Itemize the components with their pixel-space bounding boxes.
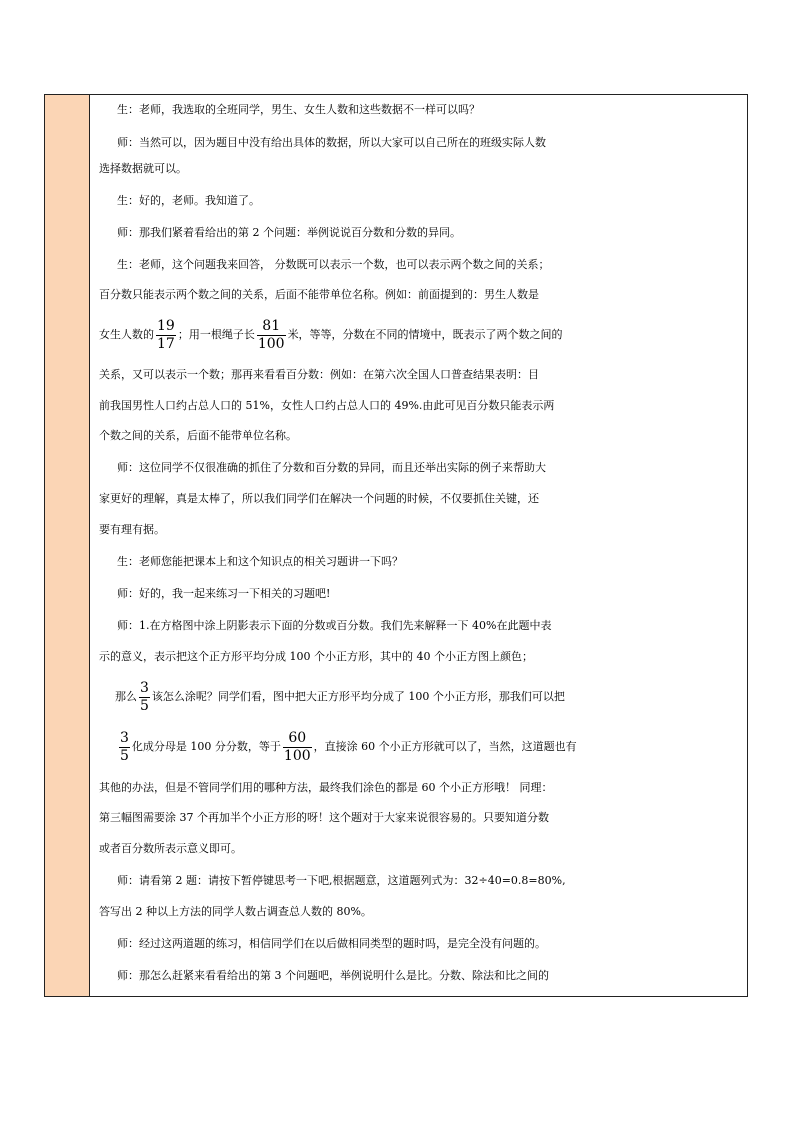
fraction-numerator: 3 [140,679,149,696]
text-segment: 那么 [115,690,137,703]
sidebar-column [45,95,90,996]
dialogue-line: 生：老师您能把课本上和这个知识点的相关习题讲一下吗？ [117,555,403,568]
dialogue-line: 师：那我们紧着看给出的第 2 个问题：举例说说百分数和分数的异同。 [117,226,461,239]
dialogue-line-with-fractions [117,727,773,767]
text-segment: 该怎么涂呢？同学们看，图中把大正方形平均分成了 100 个小正方形，那我们可以把 [151,690,565,703]
fraction-19-17 [156,318,176,353]
fraction-60-100 [283,730,312,765]
dialogue-line: 第三幅图需要涂 37 个再加半个小正方形的呀！这个题对于大家来说很容易的。只要知道分数 [99,811,549,824]
fraction-3-5 [119,730,130,765]
dialogue-line: 生：好的，老师。我知道了。 [117,194,260,207]
dialogue-line-with-fractions [99,315,755,355]
text-segment: 女生人数的 [99,328,154,341]
dialogue-line: 其他的办法，但是不管同学们用的哪种方法，最终我们涂色的都是 60 个小正方形哦！ 同理： [99,781,553,794]
lesson-table [44,94,748,997]
dialogue-line: 师：这位同学不仅很准确的抓住了分数和百分数的异同，而且还举出实际的例子来帮助大 [117,461,546,474]
dialogue-line: 答写出 2 种以上方法的同学人数占调查总人数的 80%。 [99,905,372,918]
dialogue-line: 生：老师，这个问题我来回答， 分数既可以表示一个数，也可以表示两个数之间的关系； [117,258,550,271]
fraction-numerator: 60 [283,730,312,748]
lesson-content [91,95,747,996]
dialogue-line: 师：请看第 2 题：请按下暂停键思考一下吧,根据题意，这道题列式为：32÷40=0.8=80%, [117,874,566,887]
dialogue-line: 要有理有据。 [99,523,165,536]
fraction-numerator: 19 [157,317,175,334]
dialogue-line: 师：好的，我一起来练习一下相关的习题吧! [117,587,331,600]
dialogue-line: 个数之间的关系，后面不能带单位名称。 [99,429,297,442]
fraction-denominator: 5 [120,747,129,764]
dialogue-line: 选择数据就可以。 [99,162,187,175]
dialogue-line: 师：那怎么赶紧来看看给出的第 3 个问题吧，举例说明什么是比。分数、除法和比之间的 [117,969,549,982]
text-segment: 米，等等，分数在不同的情境中，既表示了两个数之间的 [287,328,563,341]
dialogue-line-with-fractions [115,677,771,717]
dialogue-line: 师：1.在方格图中涂上阴影表示下面的分数或百分数。我们先来解释一下 40%在此题中表 [117,619,552,632]
text-segment: ；用一根绳子长 [177,328,255,341]
fraction-denominator: 17 [157,335,175,352]
fraction-numerator: 81 [257,318,286,336]
dialogue-line: 生：老师，我选取的全班同学，男生、女生人数和这些数据不一样可以吗？ [117,103,480,116]
fraction-numerator: 3 [120,729,129,746]
text-segment: 化成分母是 100 分分数，等于 [131,740,281,753]
dialogue-line: 示的意义，表示把这个正方形平均分成 100 个小正方形，其中的 40 个小正方图上颜色； [99,650,533,663]
text-segment: ，直接涂 60 个小正方形就可以了，当然，这道题也有 [313,740,577,753]
fraction-denominator: 100 [283,747,311,764]
dialogue-line: 师：当然可以，因为题目中没有给出具体的数据，所以大家可以自己所在的班级实际人数 [117,136,546,149]
dialogue-line: 关系，又可以表示一个数；那再来看看百分数：例如：在第六次全国人口普查结果表明：目 [99,368,539,381]
dialogue-line: 或者百分数所表示意义即可。 [99,842,242,855]
dialogue-line: 前我国男性人口约占总人口的 51%，女性人口约占总人口的 49%.由此可见百分数只能表示两 [99,399,555,412]
fraction-3-5 [139,680,150,715]
dialogue-line: 师：经过这两道题的练习，相信同学们在以后做相同类型的题时吗，是完全没有问题的。 [117,937,546,950]
dialogue-line: 百分数只能表示两个数之间的关系，后面不能带单位名称。例如：前面提到的：男生人数是 [99,288,539,301]
fraction-81-100 [257,318,286,353]
dialogue-line: 家更好的理解，真是太棒了，所以我们同学们在解决一个问题的时候，不仅要抓住关键，还 [99,492,539,505]
fraction-denominator: 100 [257,335,285,352]
fraction-denominator: 5 [140,697,149,714]
